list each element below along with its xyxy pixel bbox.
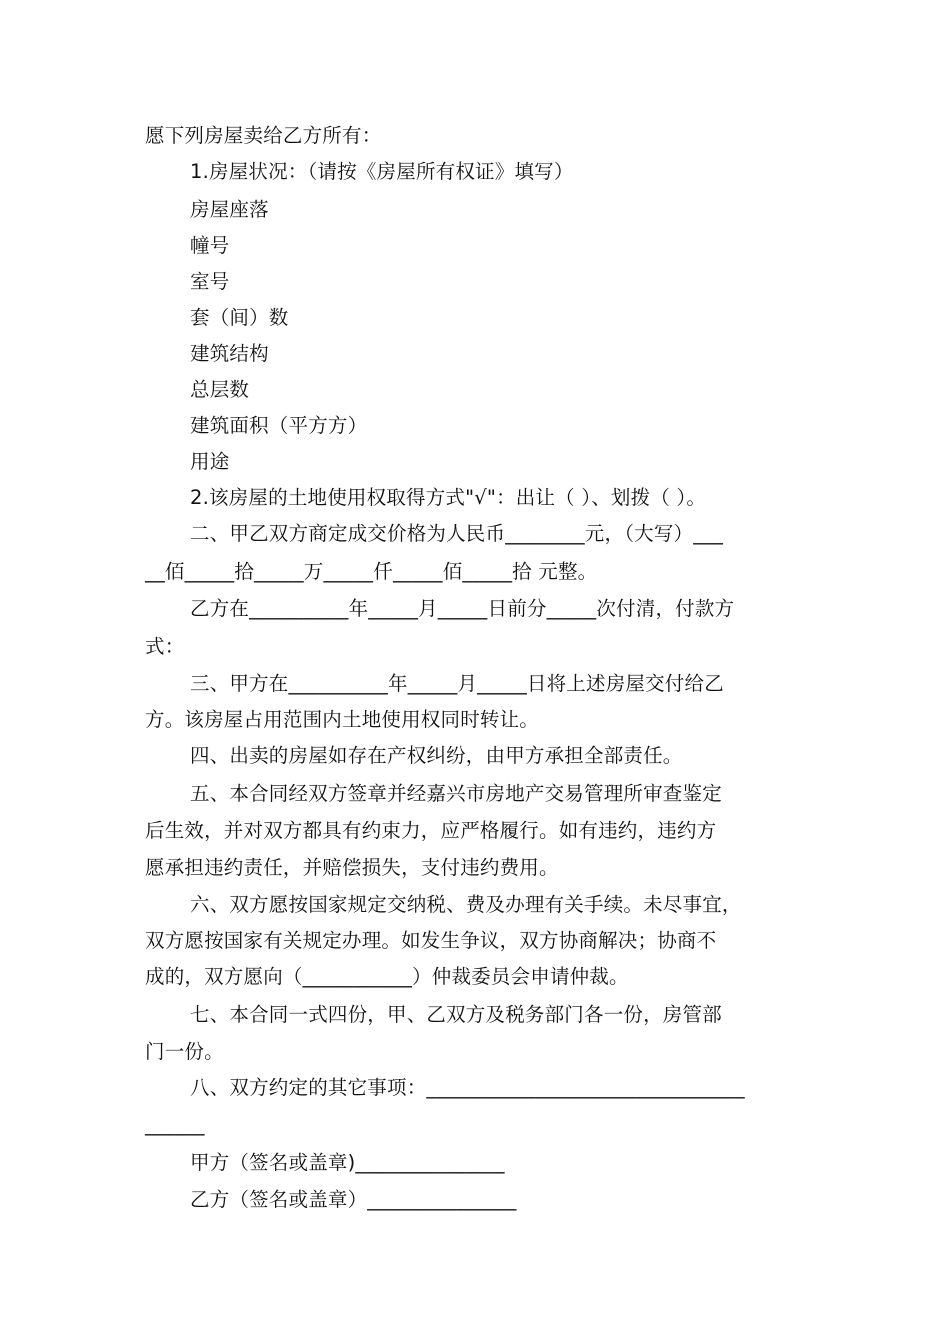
text-line-20: 后生效，并对双方都具有约束力，应严格履行。如有违约，违约方 xyxy=(145,819,717,842)
text-line-18: 四、出卖的房屋如存在产权纠纷，由甲方承担全部责任。 xyxy=(190,744,683,767)
text-line-24: 成的，双方愿向（___________）仲裁委员会申请仲裁。 xyxy=(145,965,629,988)
text-line-13: __佰_____拾_____万_____仟_____佰_____拾 元整。 xyxy=(145,560,598,583)
text-line-8: 总层数 xyxy=(190,378,250,401)
text-line-29: 甲方（签名或盖章)_______________ xyxy=(190,1151,505,1174)
text-line-3: 房屋座落 xyxy=(190,198,269,221)
text-line-2: 1.房屋状况：（请按《房屋所有权证》填写） xyxy=(190,160,574,183)
text-line-16: 三、甲方在__________年_____月_____日将上述房屋交付给乙 xyxy=(190,672,724,695)
text-line-17: 方。该房屋占用范围内土地使用权同时转让。 xyxy=(145,708,540,731)
text-line-26: 门一份。 xyxy=(145,1040,224,1063)
text-line-23: 双方愿按国家有关规定办理。如发生争议，双方协商解决；协商不 xyxy=(145,929,717,952)
text-line-1: 愿下列房屋卖给乙方所有： xyxy=(145,124,382,147)
text-line-25: 七、本合同一式四份，甲、乙双方及税务部门各一份，房管部 xyxy=(190,1003,722,1026)
text-line-11: 2.该房屋的土地使用权取得方式"√"：出让（ ）、划拨（ ）。 xyxy=(190,486,707,509)
text-line-7: 建筑结构 xyxy=(190,342,269,365)
text-line-12: 二、甲乙双方商定成交价格为人民币________元，（大写）___ xyxy=(190,522,724,545)
text-line-21: 愿承担违约责任，并赔偿损失，支付违约费用。 xyxy=(145,856,559,879)
text-line-30: 乙方（签名或盖章）_______________ xyxy=(190,1188,517,1211)
text-line-27: 八、双方约定的其它事项：________________________________ xyxy=(190,1076,745,1099)
text-line-5: 室号 xyxy=(190,270,230,293)
text-line-10: 用途 xyxy=(190,450,230,473)
text-line-22: 六、双方愿按国家规定交纳税、费及办理有关手续。未尽事宜， xyxy=(190,893,742,916)
text-line-15: 式： xyxy=(145,635,185,658)
text-line-14: 乙方在__________年_____月_____日前分_____次付清，付款方 xyxy=(190,597,735,620)
text-line-6: 套（间）数 xyxy=(190,306,289,329)
text-line-9: 建筑面积（平方方） xyxy=(190,414,368,437)
text-line-19: 五、本合同经双方签章并经嘉兴市房地产交易管理所审查鉴定 xyxy=(190,782,722,805)
text-line-28: ______ xyxy=(145,1113,205,1136)
text-line-4: 幢号 xyxy=(190,234,230,257)
